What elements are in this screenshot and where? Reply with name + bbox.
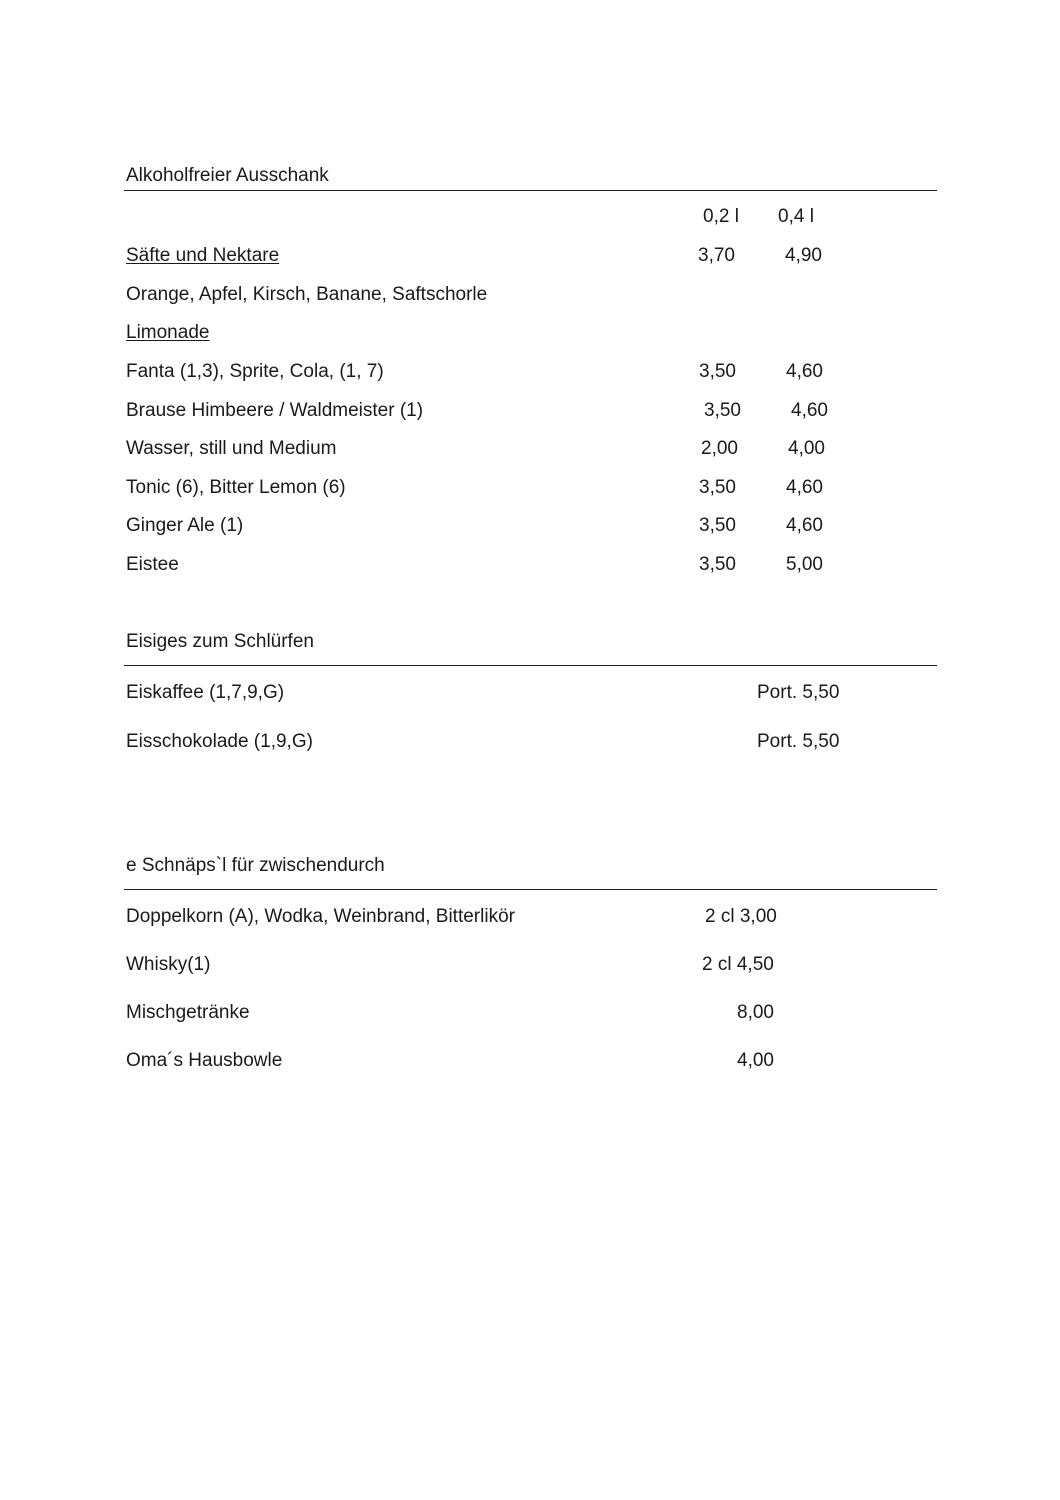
- price-large: 4,60: [786, 361, 823, 382]
- menu-item-label: Doppelkorn (A), Wodka, Weinbrand, Bitterlikör: [126, 906, 515, 927]
- menu-item-label: Ginger Ale (1): [126, 515, 244, 536]
- price-large: 4,60: [786, 477, 823, 498]
- price: Port. 5,50: [757, 731, 840, 752]
- price: 2 cl 3,00: [705, 906, 777, 927]
- price-large: 4,60: [786, 515, 823, 536]
- price: 2 cl 4,50: [702, 954, 774, 975]
- price-small: 3,50: [699, 515, 736, 536]
- menu-item-label: Fanta (1,3), Sprite, Cola, (1, 7): [126, 361, 384, 382]
- column-header-large: 0,4 l: [778, 206, 814, 227]
- menu-item-label: Eistee: [126, 554, 179, 575]
- price-small: 3,50: [699, 554, 736, 575]
- price-large: 5,00: [786, 554, 823, 575]
- section-title: Alkoholfreier Ausschank: [126, 165, 329, 186]
- price-large: 4,60: [791, 400, 828, 421]
- price: 8,00: [737, 1002, 774, 1023]
- section-title: e Schnäps`l für zwischendurch: [126, 855, 385, 876]
- menu-item-label: Wasser, still und Medium: [126, 438, 337, 459]
- section-divider: [124, 665, 937, 666]
- price-small: 3,50: [699, 361, 736, 382]
- category-heading: Säfte und Nektare: [126, 245, 280, 266]
- section-divider: [124, 889, 937, 890]
- section-divider: [124, 190, 937, 191]
- menu-item-label: Mischgetränke: [126, 1002, 250, 1023]
- column-header-small: 0,2 l: [703, 206, 739, 227]
- price: 4,00: [737, 1050, 774, 1071]
- item-description: Orange, Apfel, Kirsch, Banane, Saftschorle: [126, 284, 488, 305]
- menu-item-label: Eisschokolade (1,9,G): [126, 731, 313, 752]
- category-heading: Limonade: [126, 322, 210, 343]
- menu-item-label: Eiskaffee (1,7,9,G): [126, 682, 285, 703]
- price-small: 3,70: [698, 245, 735, 266]
- price-large: 4,00: [788, 438, 825, 459]
- price-small: 2,00: [701, 438, 738, 459]
- menu-item-label: Whisky(1): [126, 954, 211, 975]
- price: Port. 5,50: [757, 682, 840, 703]
- menu-item-label: Brause Himbeere / Waldmeister (1): [126, 400, 424, 421]
- price-small: 3,50: [704, 400, 741, 421]
- price-large: 4,90: [785, 245, 822, 266]
- price-small: 3,50: [699, 477, 736, 498]
- menu-item-label: Oma´s Hausbowle: [126, 1050, 283, 1071]
- menu-item-label: Tonic (6), Bitter Lemon (6): [126, 477, 346, 498]
- section-title: Eisiges zum Schlürfen: [126, 631, 314, 652]
